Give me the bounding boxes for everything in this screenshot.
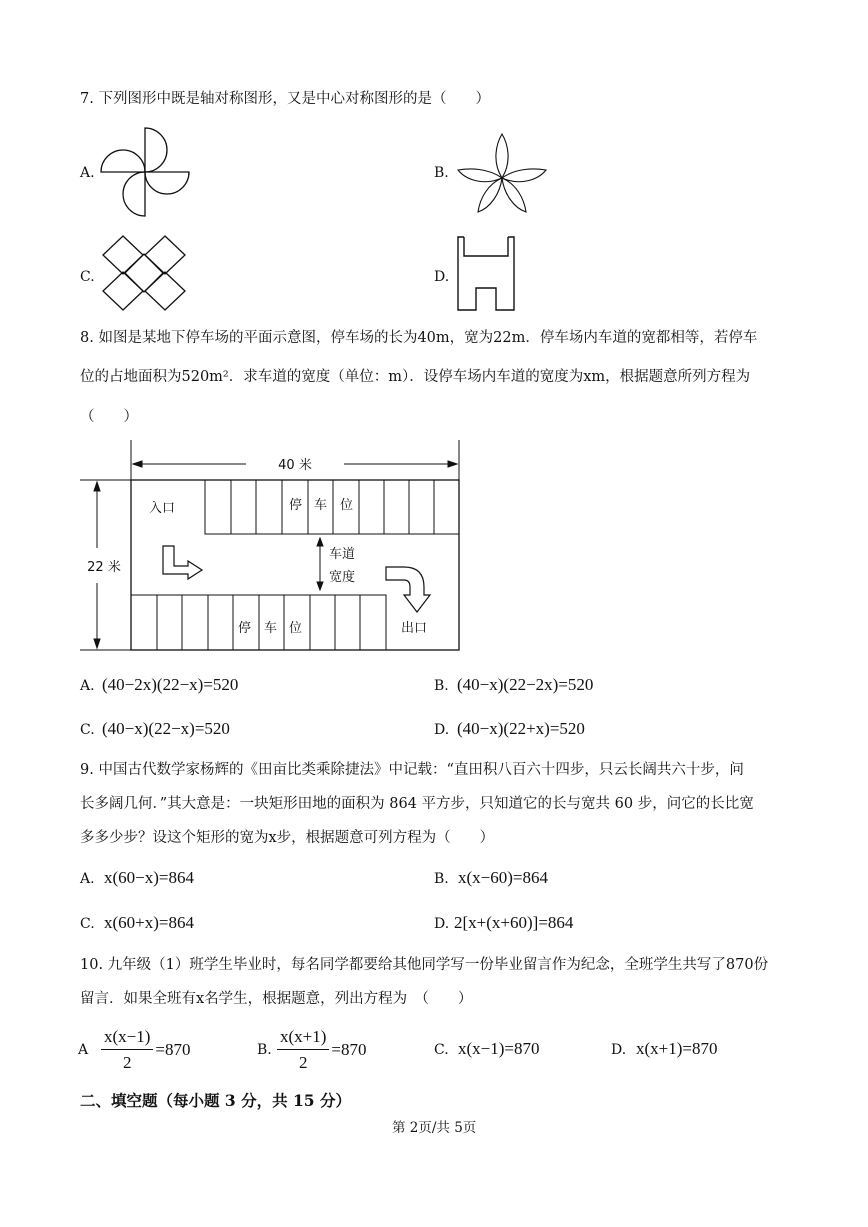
- q10-stem-line1: 10. 九年级（1）班学生毕业时，每名同学都要给其他同学写一份毕业留言作为纪念，全班学生共写了870份: [80, 957, 769, 973]
- q7-option-a-label: A.: [80, 165, 95, 181]
- q8-option-a-eq: (40−2x)(22−x)=520: [102, 675, 239, 694]
- parking-top-char-2: 车: [314, 498, 328, 513]
- parking-bottom-char-3: 位: [289, 621, 303, 636]
- q9-stem-line2: 长多阔几何．”其大意是：一块矩形田地的面积为 864 平方步，只知道它的长与宽共 60 步，问它的长比宽: [80, 796, 754, 812]
- q9-stem-line3: 多多少步？设这个矩形的宽为x步，根据题意可列方程为（ ）: [80, 830, 495, 846]
- parking-top-char-1: 停: [289, 498, 303, 513]
- parking-bottom-char-1: 停: [238, 621, 252, 636]
- parking-lot-diagram: [78, 440, 468, 658]
- q10-option-d-label: D.: [611, 1042, 627, 1058]
- entrance-label: 入口: [149, 501, 176, 516]
- q8-stem-line3: （ ）: [80, 409, 138, 425]
- q9-option-d-label: D.: [434, 916, 450, 932]
- q10-option-b-numerator: x(x+1): [277, 1027, 329, 1050]
- exit-label: 出口: [401, 621, 428, 636]
- q10-option-a-label: A: [78, 1042, 89, 1058]
- q10-option-a-rhs: =870: [155, 1040, 191, 1059]
- q7-option-c-label: C.: [80, 269, 95, 285]
- width-label: 22 米: [87, 560, 121, 575]
- q10-option-c-label: C.: [434, 1042, 449, 1058]
- q10-option-a-eq: [101, 1027, 191, 1073]
- q10-option-a-fraction: [101, 1027, 153, 1073]
- q7-option-b-label: B.: [434, 165, 449, 181]
- q8-option-a-label: A.: [80, 678, 95, 694]
- q9-option-a-label: A.: [80, 871, 95, 887]
- q8-stem-line2: 位的占地面积为520m²．求车道的宽度（单位：m）．设停车场内车道的宽度为xm，根据题意所列方程为: [80, 369, 751, 385]
- q10-stem-line2: 留言．如果全班有x名学生，根据题意，列出方程为 （ ）: [80, 991, 473, 1007]
- q10-option-a-denominator: 2: [122, 1053, 132, 1072]
- q10-option-b-label: B.: [257, 1042, 272, 1058]
- q9-option-a-eq: x(60−x)=864: [104, 868, 194, 887]
- q8-stem-line1: 8. 如图是某地下停车场的平面示意图，停车场的长为40m，宽为22m．停车场内车道的宽都相等，若停车: [80, 330, 758, 346]
- q9-stem-line1: 9. 中国古代数学家杨辉的《田亩比类乘除捷法》中记载：“直田积八百六十四步，只云长阔共六十步，问: [80, 762, 744, 778]
- q7-stem: 7. 下列图形中既是轴对称图形，又是中心对称图形的是（ ）: [80, 91, 490, 107]
- five-petal-flower-icon: [456, 132, 548, 214]
- q9-option-b-label: B.: [434, 871, 449, 887]
- q10-option-c-eq: x(x−1)=870: [458, 1039, 540, 1058]
- pinwheel-icon: [100, 126, 190, 218]
- q10-option-a-numerator: x(x−1): [101, 1027, 153, 1050]
- q9-option-b-eq: x(x−60)=864: [458, 868, 548, 887]
- q8-option-d-label: D.: [434, 722, 450, 738]
- q10-option-b-fraction: [277, 1027, 329, 1073]
- q10-option-d-eq: x(x+1)=870: [636, 1039, 718, 1058]
- q8-option-c-eq: (40−x)(22−x)=520: [102, 719, 230, 738]
- q9-option-d-eq: 2[x+(x+60)]=864: [454, 913, 574, 932]
- lane-label-1: 车道: [329, 547, 356, 562]
- four-diamonds-icon: [101, 234, 187, 312]
- q8-option-b-label: B.: [434, 678, 449, 694]
- q7-option-d-label: D.: [434, 269, 450, 285]
- lane-label-2: 宽度: [329, 570, 356, 585]
- q8-option-b-eq: (40−x)(22−2x)=520: [457, 675, 594, 694]
- q8-option-d-eq: (40−x)(22+x)=520: [457, 719, 585, 738]
- length-label: 40 米: [278, 458, 312, 473]
- parking-bottom-char-2: 车: [264, 621, 278, 636]
- q9-option-c-eq: x(60+x)=864: [104, 913, 194, 932]
- section-heading: 二、填空题（每小题 3 分，共 15 分）: [80, 1091, 351, 1110]
- q9-option-c-label: C.: [80, 916, 95, 932]
- page-footer: 第 2页/共 5页: [392, 1120, 477, 1136]
- q10-option-b-rhs: =870: [331, 1040, 367, 1059]
- q10-option-b-denominator: 2: [298, 1053, 308, 1072]
- q8-option-c-label: C.: [80, 722, 95, 738]
- q10-option-b-eq: [277, 1027, 367, 1073]
- bracket-shape-icon: [456, 234, 518, 312]
- parking-top-char-3: 位: [340, 498, 354, 513]
